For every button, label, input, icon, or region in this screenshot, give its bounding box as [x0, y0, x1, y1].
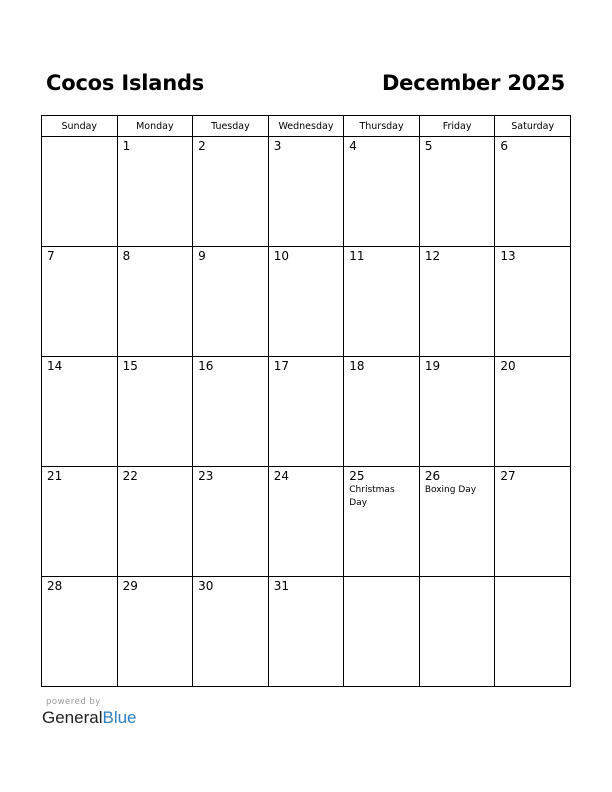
day-cell — [495, 467, 571, 577]
day-number: 30 — [198, 579, 214, 593]
day-cell — [117, 137, 193, 247]
day-cell — [419, 247, 495, 357]
day-cell — [495, 137, 571, 247]
day-number: 13 — [500, 249, 516, 263]
weekday-thursday: Thursday — [344, 116, 420, 137]
day-number: 22 — [122, 469, 138, 483]
day-cell — [42, 577, 118, 687]
brand-name-blue: Blue — [102, 708, 137, 727]
day-cell — [117, 247, 193, 357]
day-number: 20 — [500, 359, 516, 373]
day-cell — [268, 467, 344, 577]
day-cell — [268, 357, 344, 467]
week-row — [42, 247, 571, 357]
day-number: 26 — [424, 469, 441, 483]
day-number: 28 — [47, 579, 63, 593]
day-number: 27 — [500, 469, 516, 483]
day-cell — [193, 247, 269, 357]
day-cell — [419, 577, 495, 687]
week-row — [42, 467, 571, 577]
day-number: 8 — [122, 249, 131, 263]
day-number: 21 — [47, 469, 63, 483]
weekday-tuesday: Tuesday — [193, 116, 269, 137]
day-cell — [495, 247, 571, 357]
day-number: 11 — [349, 249, 365, 263]
day-number: 10 — [273, 249, 289, 263]
month-title: December 2025 — [381, 71, 565, 95]
weekday-wednesday: Wednesday — [268, 116, 344, 137]
day-number: 3 — [273, 139, 282, 153]
day-number: 19 — [424, 359, 441, 373]
day-number: 7 — [47, 249, 55, 263]
day-cell — [42, 137, 118, 247]
day-cell — [193, 137, 269, 247]
day-cell — [419, 467, 495, 577]
day-number — [420, 577, 495, 580]
day-cell — [419, 137, 495, 247]
day-number: 31 — [273, 579, 289, 593]
holiday-label: Christmas Day — [349, 485, 395, 508]
day-number: 29 — [122, 579, 138, 593]
weekday-saturday: Saturday — [495, 116, 571, 137]
day-cell — [344, 247, 420, 357]
powered-by-text: powered by — [46, 697, 101, 707]
weekday-header-row — [42, 116, 571, 137]
day-cell — [419, 357, 495, 467]
day-number: 17 — [273, 359, 289, 373]
brand-name-general: General — [42, 708, 103, 727]
day-number — [344, 577, 419, 580]
day-cell — [193, 357, 269, 467]
day-cell — [117, 467, 193, 577]
day-cell — [42, 247, 118, 357]
day-cell — [117, 357, 193, 467]
day-number — [495, 577, 570, 580]
day-cell — [344, 137, 420, 247]
day-number: 16 — [198, 359, 214, 373]
day-cell — [495, 577, 571, 687]
day-number: 23 — [198, 469, 214, 483]
day-number: 1 — [122, 139, 131, 153]
day-number: 18 — [349, 359, 365, 373]
day-cell — [268, 577, 344, 687]
day-number: 5 — [424, 139, 433, 153]
day-number: 6 — [500, 139, 509, 153]
day-cell — [268, 137, 344, 247]
week-row — [42, 577, 571, 687]
day-number: 9 — [198, 249, 206, 263]
day-cell — [42, 467, 118, 577]
weekday-sunday: Sunday — [42, 116, 118, 137]
day-cell — [344, 467, 420, 577]
day-cell — [495, 357, 571, 467]
day-number: 24 — [273, 469, 289, 483]
day-number: 15 — [122, 359, 138, 373]
day-cell — [193, 467, 269, 577]
day-cell — [117, 577, 193, 687]
weekday-monday: Monday — [117, 116, 193, 137]
day-number: 25 — [349, 469, 365, 483]
week-row — [42, 137, 571, 247]
day-cell — [268, 247, 344, 357]
day-number: 4 — [349, 139, 357, 153]
calendar-grid — [41, 115, 571, 687]
day-number: 12 — [424, 249, 441, 263]
country-title: Cocos Islands — [46, 71, 205, 95]
day-cell — [344, 357, 420, 467]
week-row — [42, 357, 571, 467]
brand-logo[interactable] — [42, 708, 137, 728]
holiday-label: Boxing Day — [424, 485, 477, 495]
day-cell — [193, 577, 269, 687]
day-cell — [344, 577, 420, 687]
day-number: 14 — [47, 359, 63, 373]
day-number — [42, 137, 117, 140]
weekday-friday: Friday — [419, 116, 495, 137]
day-number: 2 — [198, 139, 206, 153]
footer-logo[interactable] — [42, 697, 137, 728]
day-cell — [42, 357, 118, 467]
